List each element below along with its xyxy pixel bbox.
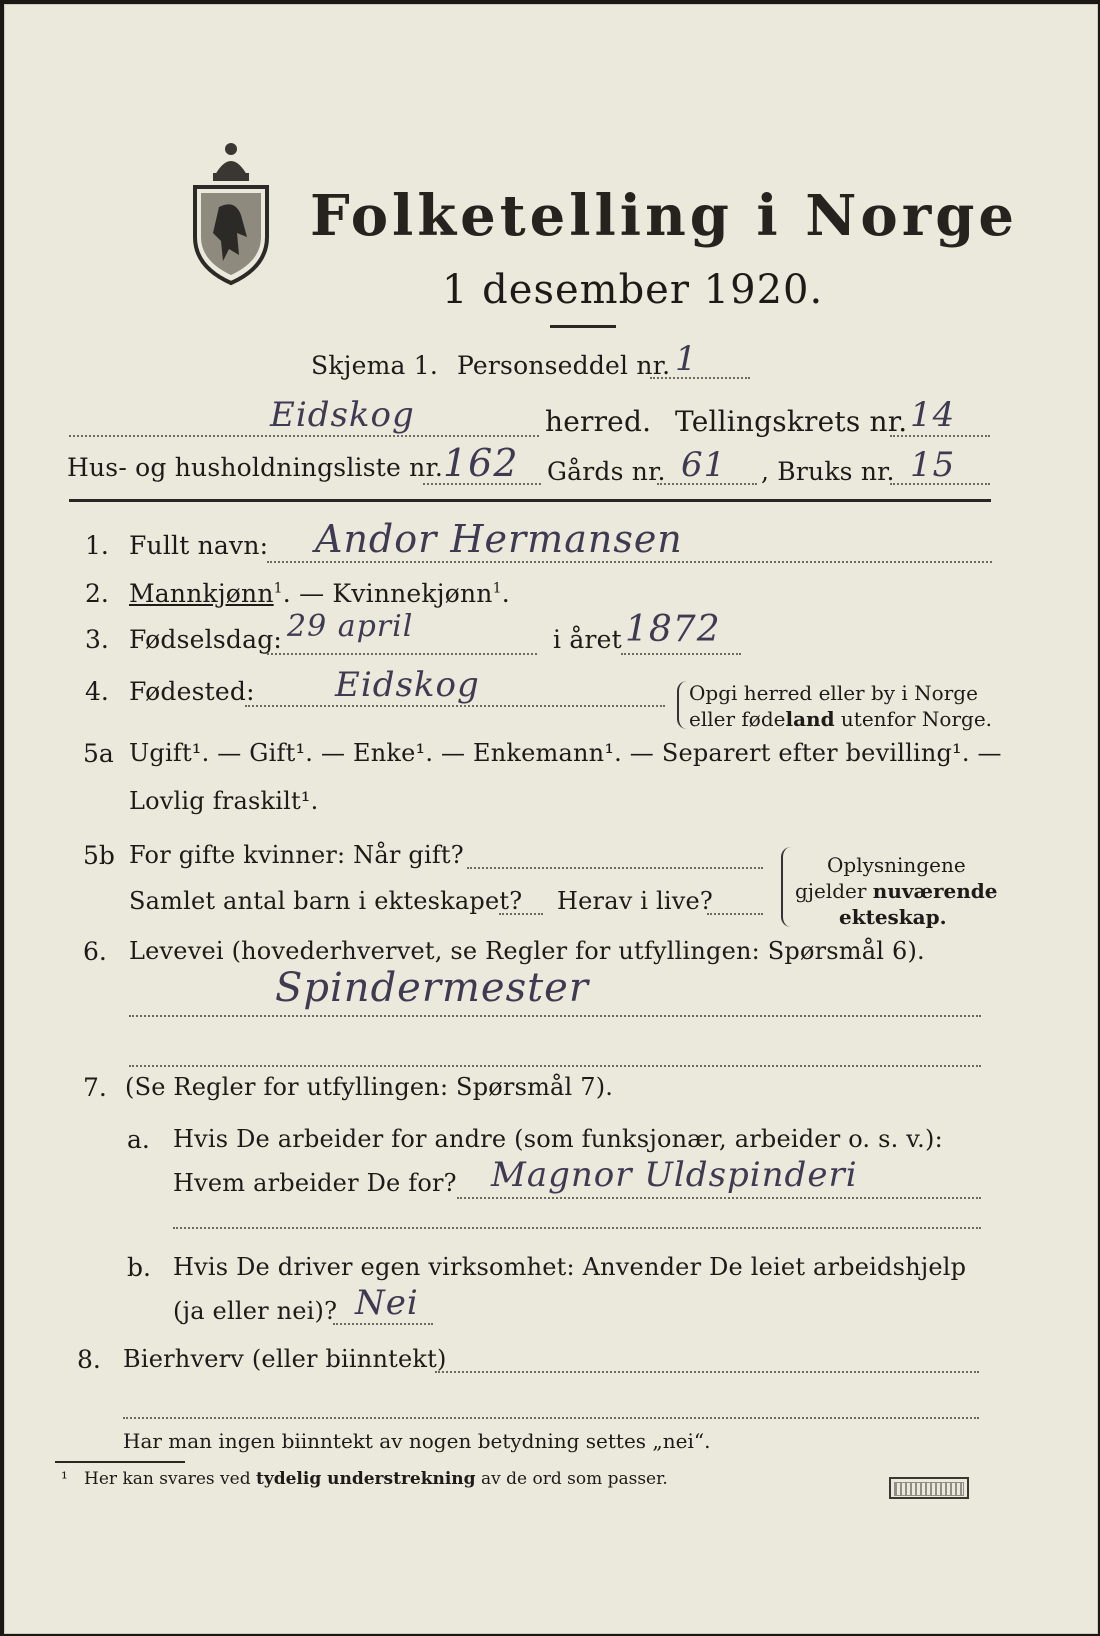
- q5b-note-line2: gjelder nuværende: [795, 879, 998, 903]
- q7a-letter: a.: [127, 1125, 150, 1154]
- q5b-note-line1: Oplysningene: [827, 853, 966, 877]
- gards-line: [657, 483, 757, 485]
- q4-label: Fødested:: [129, 677, 255, 706]
- q7a-extra-line: [173, 1227, 981, 1229]
- coat-of-arms-icon: [185, 137, 277, 287]
- q1-line: [267, 561, 992, 563]
- q5b-married-when-line: [467, 867, 763, 869]
- q3-number: 3.: [85, 625, 109, 654]
- q8-label: Bierhverv (eller biinntekt): [123, 1345, 447, 1373]
- q3-birthday-value: 29 april: [287, 609, 414, 644]
- q5a-options-line1: Ugift¹. — Gift¹. — Enke¹. — Enkemann¹. — Separert efter bevilling¹. —: [129, 739, 1002, 767]
- q7b-value: Nei: [355, 1283, 419, 1323]
- q7a-employer-label: Hvem arbeider De for?: [173, 1169, 457, 1197]
- q7b-letter: b.: [127, 1253, 151, 1282]
- q3-year-line: [621, 653, 741, 655]
- q5b-note-line3: ekteskap.: [839, 905, 947, 929]
- printer-stamp: [889, 1477, 969, 1499]
- personseddel-line: [650, 377, 750, 379]
- q5b-alive-line: [707, 913, 763, 915]
- q3-birthday-line: [267, 653, 537, 655]
- q5b-children-line: [499, 913, 543, 915]
- q7-number: 7.: [83, 1073, 107, 1102]
- skjema-label: Skjema 1.: [311, 351, 439, 380]
- q2-options: Mannkjønn$^1$. — Kvinnekjønn$^1$.: [129, 579, 510, 608]
- husliste-value: 162: [443, 441, 519, 485]
- husliste-line: [423, 483, 541, 485]
- q6-label: Levevei (hovederhvervet, se Regler for utfyllingen: Spørsmål 6).: [129, 937, 925, 965]
- personseddel-value: 1: [675, 339, 698, 379]
- q7a-question: Hvis De arbeider for andre (som funksjonær, arbeider o. s. v.):: [173, 1125, 943, 1153]
- q4-note-line2: eller fødeland utenfor Norge.: [689, 707, 993, 731]
- q7-label: (Se Regler for utfyllingen: Spørsmål 7).: [125, 1073, 614, 1101]
- q4-birthplace-value: Eidskog: [335, 665, 480, 705]
- q4-line: [245, 705, 665, 707]
- q6-line2: [129, 1065, 981, 1067]
- q7a-employer-line: [457, 1197, 981, 1199]
- q7b-question: Hvis De driver egen virksomhet: Anvender De leiet arbeidshjelp: [173, 1253, 967, 1281]
- q5b-alive-label: Herav i live?: [557, 887, 713, 915]
- q5b-brace: [781, 847, 791, 927]
- q5a-number: 5a: [83, 739, 114, 768]
- tellingskrets-value: 14: [910, 395, 956, 435]
- herred-value: Eidskog: [270, 395, 415, 435]
- footer-note: Har man ingen biinntekt av nogen betydning settes „nei“.: [123, 1429, 711, 1453]
- q7b-label: (ja eller nei)?: [173, 1297, 338, 1325]
- title-divider: [550, 325, 616, 328]
- footnote: ¹ Her kan svares ved tydelig understrekning av de ord som passer.: [61, 1469, 668, 1489]
- q4-brace: [677, 681, 687, 729]
- herred-line: [69, 435, 539, 437]
- q8-number: 8.: [77, 1345, 101, 1374]
- bruks-line: [890, 483, 990, 485]
- tellingskrets-label: Tellingskrets nr.: [675, 405, 908, 438]
- q1-number: 1.: [85, 531, 109, 560]
- q5b-number: 5b: [83, 841, 115, 870]
- q5a-options-line2: Lovlig fraskilt¹.: [129, 787, 319, 815]
- gards-value: 61: [681, 445, 727, 485]
- q3-year-label: i året: [553, 625, 622, 654]
- husliste-label: Hus- og husholdningsliste nr.: [67, 453, 444, 482]
- header-rule: [69, 499, 991, 502]
- q1-name-value: Andor Hermansen: [315, 517, 683, 561]
- q6-line1: [129, 1015, 981, 1017]
- personseddel-label: Personseddel nr.: [457, 351, 671, 380]
- q7b-line: [333, 1323, 433, 1325]
- gards-label: Gårds nr.: [547, 457, 666, 486]
- q2-number: 2.: [85, 579, 109, 608]
- census-form: [4, 4, 1098, 1634]
- form-title: Folketelling i Norge: [310, 183, 1019, 249]
- herred-label: herred.: [545, 405, 652, 438]
- footnote-rule: [55, 1461, 185, 1463]
- q3-label: Fødselsdag:: [129, 625, 283, 654]
- q2-female-option: Kvinnekjønn: [332, 579, 493, 608]
- q2-male-option: Mannkjønn: [129, 579, 274, 608]
- tellingskrets-line: [890, 435, 990, 437]
- q7a-employer-value: Magnor Uldspinderi: [491, 1155, 858, 1195]
- q6-number: 6.: [83, 937, 107, 966]
- census-date: 1 desember 1920.: [442, 267, 824, 313]
- bruks-value: 15: [910, 445, 956, 485]
- q4-number: 4.: [85, 677, 109, 706]
- q1-label: Fullt navn:: [129, 531, 269, 560]
- q3-year-value: 1872: [625, 609, 721, 650]
- q6-occupation-value: Spindermester: [275, 965, 589, 1011]
- q8-line2: [123, 1417, 979, 1419]
- bruks-label: , Bruks nr.: [761, 457, 895, 486]
- q8-line1: [435, 1371, 979, 1373]
- q4-note-line1: Opgi herred eller by i Norge: [689, 681, 978, 705]
- q5b-children-label: Samlet antal barn i ekteskapet?: [129, 887, 523, 915]
- q5b-married-when-label: For gifte kvinner: Når gift?: [129, 841, 464, 869]
